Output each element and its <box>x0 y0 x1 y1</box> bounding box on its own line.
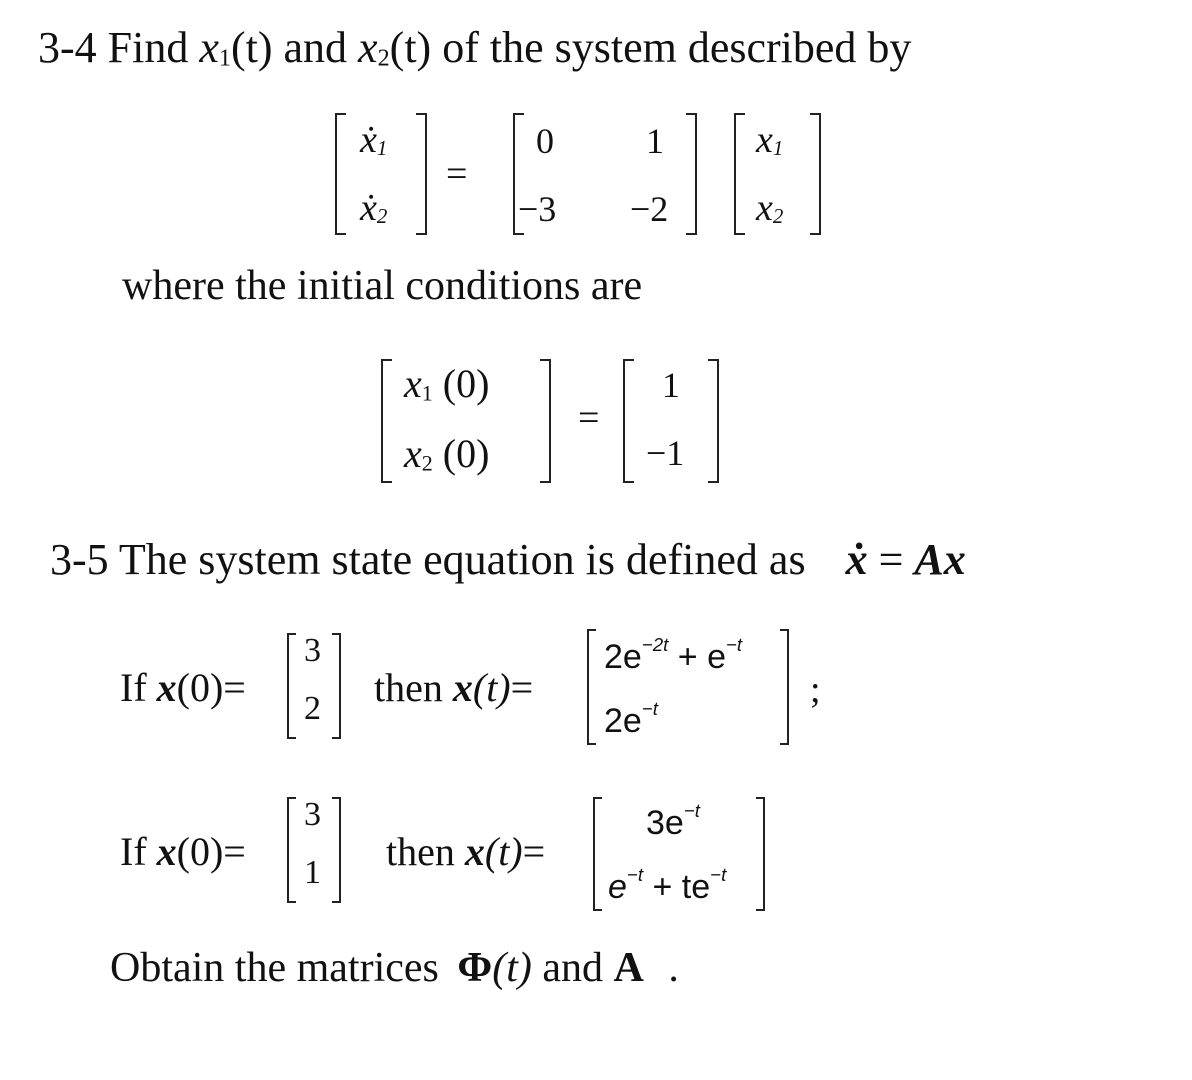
problem-number: 3-4 <box>38 23 97 72</box>
case1-row2: $2e^{-t}$ <box>604 698 658 740</box>
initial-conditions-text: where the initial conditions are <box>122 263 643 309</box>
matrix-a12: 1 <box>646 121 664 161</box>
state-equation <box>0 100 1192 260</box>
case2-if: If x(0)= <box>120 829 246 874</box>
obtain-line: Obtain the matrices Φ(t) and A . <box>110 945 679 991</box>
case1 <box>0 628 1192 758</box>
case1-v1: 3 <box>304 632 321 669</box>
matrix-a22: −2 <box>630 189 669 229</box>
matrix-A: A <box>613 945 644 991</box>
x2-of-0: x2 (0) <box>404 431 490 476</box>
case1-if: If x(0)= <box>120 665 246 710</box>
x1-of-0: x1 (0) <box>404 361 490 406</box>
initial-value-2: −1 <box>646 433 685 473</box>
case2-v2: 1 <box>304 854 321 891</box>
problem-3-4-title: 3-4 Find x1(t) and x2(t) of the system described by <box>38 23 912 72</box>
Ax: Ax <box>914 535 966 584</box>
xdot2: ẋ2 <box>360 187 388 229</box>
case2-row2: $e^{-t} + te^{-t}$ <box>608 864 727 906</box>
equals-sign: = <box>578 397 600 439</box>
case1-v2: 2 <box>304 690 321 727</box>
case2-row1: $3e^{-t}$ <box>646 800 700 842</box>
initial-value-1: 1 <box>662 365 680 405</box>
xdot: ẋ <box>845 535 868 584</box>
matrix-a21: −3 <box>518 189 557 229</box>
equals-sign: = <box>446 153 468 195</box>
initial-conditions <box>0 350 1192 490</box>
matrix-a11: 0 <box>536 121 554 161</box>
x1: x1 <box>756 119 784 161</box>
case1-row1: $2e^{-2t} + e^{-t}$ <box>604 634 743 676</box>
case1-then: then x(t)= <box>374 665 534 710</box>
case2 <box>0 792 1192 922</box>
x2: x2 <box>756 187 784 229</box>
problem-3-5-title: 3-5 The system state equation is defined as ẋ = Ax <box>50 535 966 584</box>
case2-then: then x(t)= <box>386 829 546 874</box>
problem-number: 3-5 <box>50 535 109 584</box>
semicolon: ; <box>810 669 821 711</box>
xdot1: ẋ1 <box>360 119 388 161</box>
case2-v1: 3 <box>304 796 321 833</box>
phi-symbol: Φ <box>457 945 493 991</box>
